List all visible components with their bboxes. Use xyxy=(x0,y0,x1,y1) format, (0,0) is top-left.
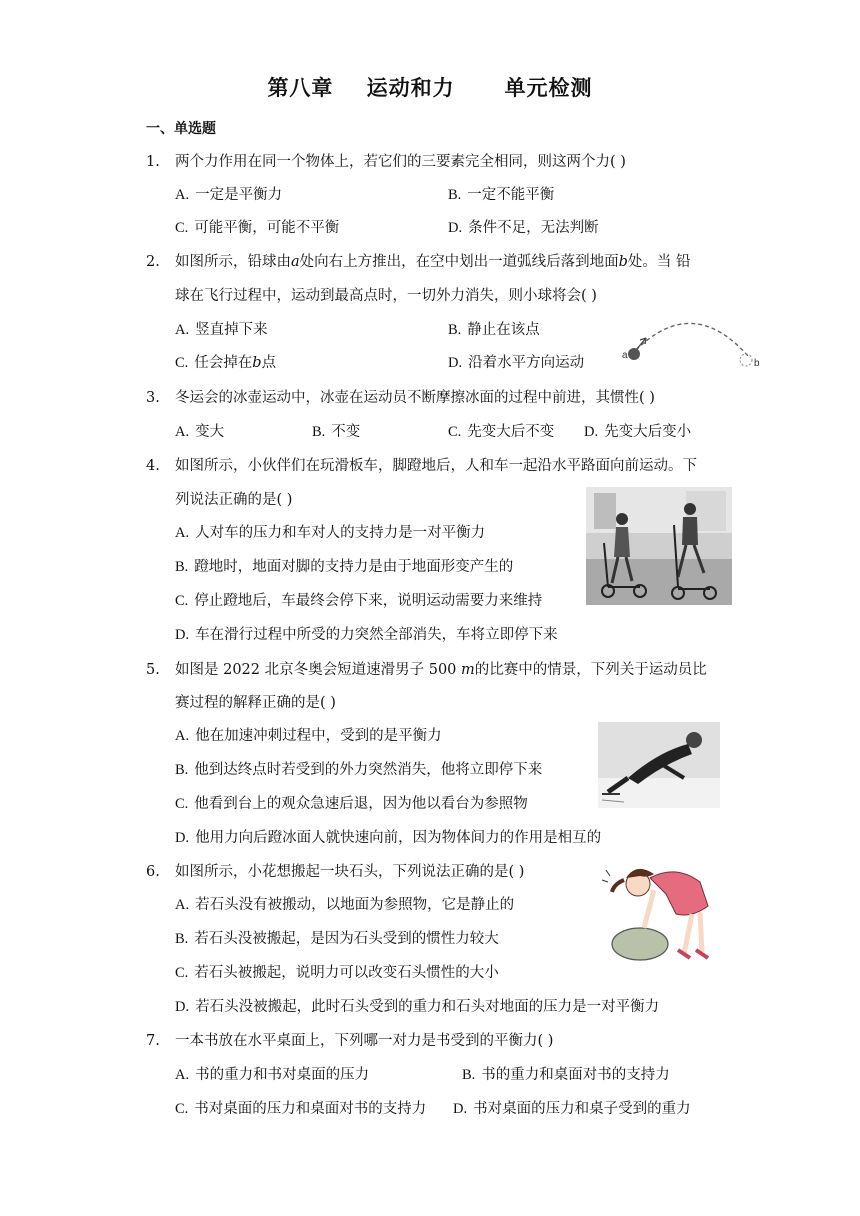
option-a: A. 他在加速冲刺过程中，受到的是平衡力 xyxy=(175,728,442,744)
option-d: D. 他用力向后蹬冰面人就快速向前，因为物体间力的作用是相互的 xyxy=(175,830,602,846)
question-text: 两个力作用在同一个物体上，若它们的三要素完全相同，则这两个力( ) xyxy=(175,154,626,170)
option-a: A. 若石头没有被搬动，以地面为参照物，它是静止的 xyxy=(175,897,515,913)
option-b: B. 他到达终点时若受到的外力突然消失，他将立即停下来 xyxy=(175,762,543,778)
question-number: 3. xyxy=(146,390,160,406)
question-number: 5. xyxy=(146,662,160,678)
option-a: A. 竖直掉下来 xyxy=(175,322,268,338)
speed-skater-photo xyxy=(598,722,720,808)
question-number: 1. xyxy=(146,154,160,170)
question-text: 冬运会的冰壶运动中，冰壶在运动员不断摩擦冰面的过程中前进，其惯性( ) xyxy=(175,390,655,406)
question-number: 2. xyxy=(146,254,160,270)
shot-ball-end xyxy=(740,354,752,366)
option-a: A. 书的重力和书对桌面的压力 xyxy=(175,1067,370,1083)
option-d: D. 书对桌面的压力和桌子受到的重力 xyxy=(453,1101,691,1117)
question-text: 如图是 2022 北京冬奥会短道速滑男子 500 𝑚的比赛中的情景，下列关于运动员比 xyxy=(175,662,707,678)
option-d: D. 先变大后变小 xyxy=(584,424,692,440)
option-d: D. 车在滑行过程中所受的力突然全部消失，车将立即停下来 xyxy=(175,627,558,643)
question-text: 如图所示，小伙伴们在玩滑板车，脚蹬地后，人和车一起沿水平路面向前运动。下 xyxy=(175,458,697,474)
scooter-photo xyxy=(586,487,732,605)
girl-lifting-rock-illustration xyxy=(596,858,718,968)
page-title: 第八章 运动和力 单元检测 xyxy=(267,76,593,100)
option-b: B. 书的重力和桌面对书的支持力 xyxy=(462,1067,670,1083)
option-d: D. 沿着水平方向运动 xyxy=(448,355,585,371)
question-text: 赛过程的解释正确的是( ) xyxy=(175,695,336,711)
option-d: D. 若石头没被搬起，此时石头受到的重力和石头对地面的压力是一对平衡力 xyxy=(175,999,660,1015)
option-c: C. 可能平衡，可能不平衡 xyxy=(175,220,340,236)
question-text: 列说法正确的是( ) xyxy=(175,492,293,508)
question-text: 球在飞行过程中，运动到最高点时，一切外力消失，则小球将会( ) xyxy=(175,288,597,304)
question-number: 6. xyxy=(146,864,160,880)
option-d: D. 条件不足，无法判断 xyxy=(448,220,599,236)
option-b: B. 静止在该点 xyxy=(448,322,540,338)
section-heading: 一、单选题 xyxy=(146,121,216,137)
option-b: B. 若石头没被搬起，是因为石头受到的惯性力较大 xyxy=(175,931,499,947)
shot-ball-start xyxy=(628,348,640,360)
option-b: B. 不变 xyxy=(312,424,361,440)
option-c: C. 他看到台上的观众急速后退，因为他以看台为参照物 xyxy=(175,796,528,812)
option-c: C. 先变大后不变 xyxy=(448,424,555,440)
option-a: A. 人对车的压力和车对人的支持力是一对平衡力 xyxy=(175,525,486,541)
question-text: 如图所示，铅球由𝑎处向右上方推出，在空中划出一道弧线后落到地面𝑏处。当 铅 xyxy=(175,254,691,270)
option-c: C. 书对桌面的压力和桌面对书的支持力 xyxy=(175,1101,427,1117)
option-c: C. 停止蹬地后，车最终会停下来，说明运动需要力来维持 xyxy=(175,593,543,609)
option-b: B. 一定不能平衡 xyxy=(448,187,555,203)
shot-trajectory-figure xyxy=(618,312,768,374)
question-text: 如图所示，小花想搬起一块石头，下列说法正确的是( ) xyxy=(175,864,525,880)
label-a: a xyxy=(622,350,628,361)
option-a: A. 一定是平衡力 xyxy=(175,187,283,203)
option-c: C. 任会掉在𝑏点 xyxy=(175,355,277,371)
option-c: C. 若石头被搬起，说明力可以改变石头惯性的大小 xyxy=(175,965,499,981)
question-text: 一本书放在水平桌面上，下列哪一对力是书受到的平衡力( ) xyxy=(175,1033,554,1049)
option-a: A. 变大 xyxy=(175,424,225,440)
question-number: 7. xyxy=(146,1033,160,1049)
label-b: b xyxy=(754,358,760,369)
option-b: B. 蹬地时，地面对脚的支持力是由于地面形变产生的 xyxy=(175,559,514,575)
question-number: 4. xyxy=(146,458,160,474)
